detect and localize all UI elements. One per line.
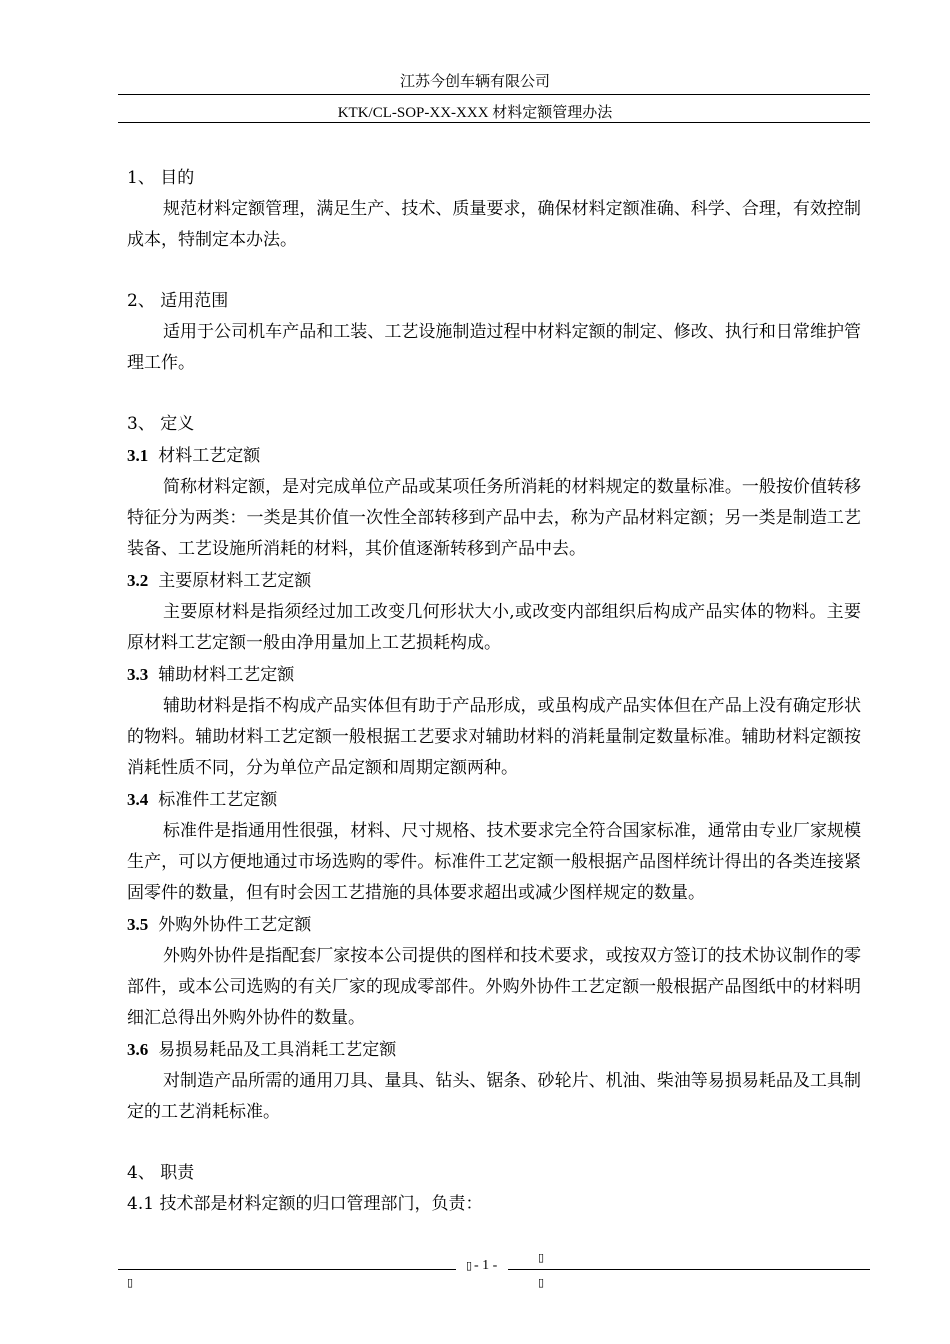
subsection-3-1-text: 简称材料定额，是对完成单位产品或某项任务所消耗的材料规定的数量标准。一般按价值转移特征分为两类：一类是其价值一次性全部转移到产品中去，称为产品材料定额；另一类是制造工艺装备、工艺设施所消耗的材料，其价值逐渐转移到产品中去。: [127, 477, 861, 559]
subsection-3-6-number: 3.6: [127, 1040, 149, 1059]
subsection-3-4-number: 3.4: [127, 790, 149, 809]
document-body: [127, 163, 861, 1220]
section-4-title: 4、 职责: [127, 1163, 195, 1183]
subsection-3-1-number: 3.1: [127, 446, 149, 465]
subsection-3-3-text: 辅助材料是指不构成产品实体但有助于产品形成，或虽构成产品实体但在产品上没有确定形状的物料。辅助材料工艺定额一般根据工艺要求对辅助材料的消耗量制定数量标准。辅助材料定额按消耗性质不同，分为单位产品定额和周期定额两种。: [127, 696, 861, 778]
section-3-title: 3、 定义: [127, 414, 195, 434]
subsection-3-2-title: 主要原材料工艺定额: [158, 571, 312, 591]
section-1-title: 1、 目的: [127, 168, 195, 188]
subsection-3-4-title: 标准件工艺定额: [158, 790, 278, 810]
subsection-3-1-title: 材料工艺定额: [158, 446, 261, 466]
subsection-3-1-heading: [127, 440, 861, 472]
footer-placeholder-glyph-2: ▯: [538, 1251, 545, 1264]
subsection-3-2-text: 主要原材料是指须经过加工改变几何形状大小,或改变内部组织后构成产品实体的物料。主要原材料工艺定额一般由净用量加上工艺损耗构成。: [127, 602, 861, 653]
subsection-3-4-heading: [127, 784, 861, 816]
subsection-3-3-heading: [127, 659, 861, 691]
subsection-3-6-title: 易损易耗品及工具消耗工艺定额: [158, 1040, 397, 1060]
header-doc-title: KTK/CL-SOP-XX-XXX 材料定额管理办法: [337, 105, 613, 121]
footer-placeholder-glyph-1: ▯: [466, 1259, 473, 1272]
subsection-3-6-text: 对制造产品所需的通用刀具、量具、钻头、锯条、砂轮片、机油、柴油等易损易耗品及工具制定的工艺消耗标准。: [127, 1071, 861, 1122]
footer-page-number: - 1 -: [474, 1258, 498, 1273]
header-rule-top: [118, 94, 870, 95]
subsection-4-1-text: 4.1 技术部是材料定额的归口管理部门，负责：: [127, 1194, 483, 1214]
footer-placeholder-glyph-3: ▯: [127, 1276, 134, 1289]
footer-placeholder-glyph-4: ▯: [538, 1276, 545, 1289]
subsection-3-2-heading: [127, 565, 861, 597]
section-2-text: 适用于公司机车产品和工装、工艺设施制造过程中材料定额的制定、修改、执行和日常维护管理工作。: [127, 322, 861, 373]
subsection-3-5-title: 外购外协件工艺定额: [158, 915, 312, 935]
subsection-3-3-number: 3.3: [127, 665, 149, 684]
subsection-3-2-number: 3.2: [127, 571, 149, 590]
footer-rule-left: [118, 1269, 456, 1270]
section-1-text: 规范材料定额管理，满足生产、技术、质量要求，确保材料定额准确、科学、合理，有效控制成本，特制定本办法。: [127, 199, 861, 250]
header-rule-bottom: [118, 122, 870, 123]
subsection-3-5-number: 3.5: [127, 915, 149, 934]
footer-rule-right: [508, 1269, 870, 1270]
section-2-title: 2、 适用范围: [127, 291, 229, 311]
subsection-3-5-heading: [127, 909, 861, 941]
subsection-3-6-heading: [127, 1034, 861, 1066]
subsection-3-5-text: 外购外协件是指配套厂家按本公司提供的图样和技术要求，或按双方签订的技术协议制作的零部件，或本公司选购的有关厂家的现成零部件。外购外协件工艺定额一般根据产品图纸中的材料明细汇总得出外购外协件的数量。: [127, 946, 861, 1028]
subsection-3-3-title: 辅助材料工艺定额: [158, 665, 295, 685]
subsection-3-4-text: 标准件是指通用性很强，材料、尺寸规格、技术要求完全符合国家标准，通常由专业厂家规模生产，可以方便地通过市场选购的零件。标准件工艺定额一般根据产品图样统计得出的各类连接紧固零件的数量，但有时会因工艺措施的具体要求超出或减少图样规定的数量。: [127, 821, 861, 903]
header-company: 江苏今创车辆有限公司: [399, 72, 550, 90]
